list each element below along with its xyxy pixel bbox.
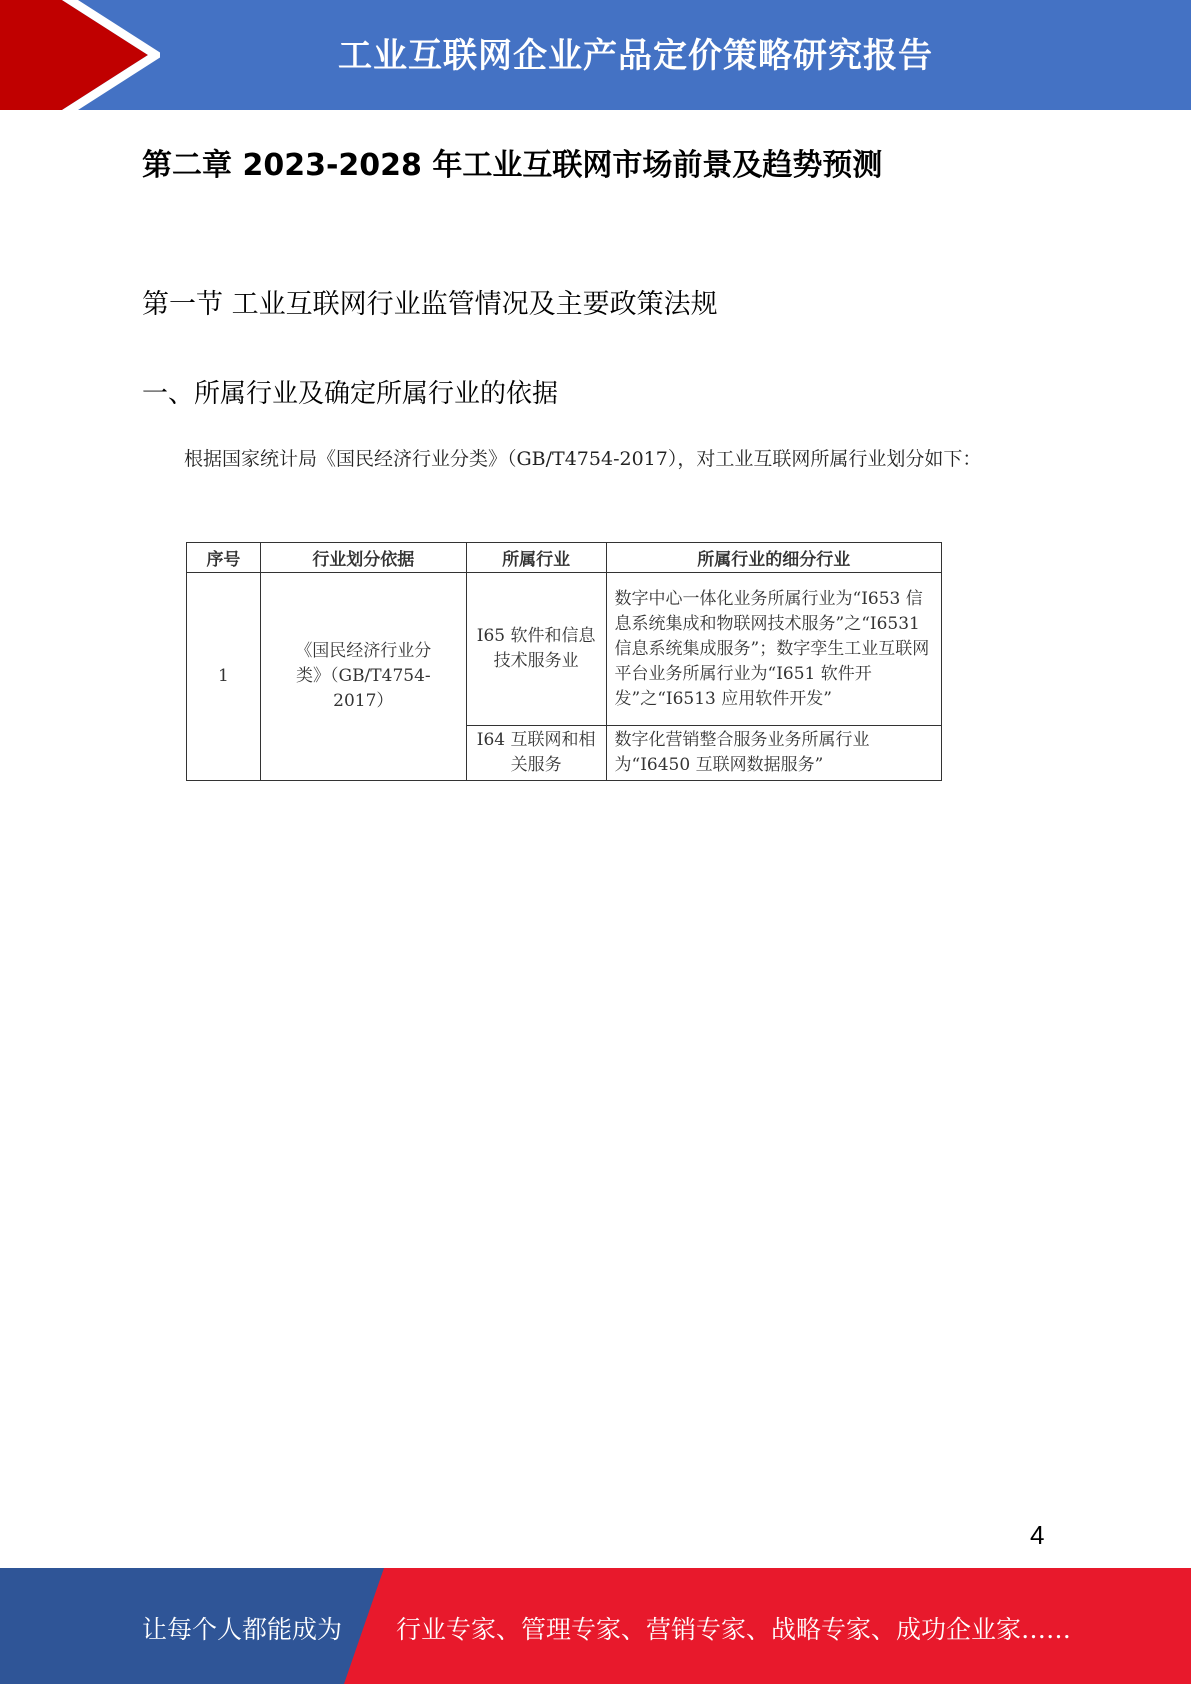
cell-sub-industry: 数字化营销整合服务业务所属行业为“I6450 互联网数据服务” [606,726,942,781]
footer-slogan-left: 让每个人都能成为 [142,1615,343,1644]
footer-slogan-right: 行业专家、管理专家、营销专家、战略专家、成功企业家…… [396,1615,1072,1644]
body-paragraph: 根据国家统计局《国民经济行业分类》（GB/T4754-2017），对工业互联网所属行业划分如下： [184,448,982,470]
chapter-title: 第二章 2023-2028 年工业互联网市场前景及趋势预测 [142,148,883,183]
report-header [0,0,1191,110]
section-title: 第一节 工业互联网行业监管情况及主要政策法规 [142,289,718,320]
cell-industry: I65 软件和信息技术服务业 [466,573,606,726]
header-basis: 行业划分依据 [260,543,466,573]
header-chevron-decoration [0,0,160,110]
header-industry: 所属行业 [466,543,606,573]
header-sub-industry: 所属行业的细分行业 [606,543,942,573]
industry-classification-table [186,542,942,781]
cell-industry: I64 互联网和相关服务 [466,726,606,781]
table-row [187,573,942,726]
header-no: 序号 [187,543,261,573]
table-header-row [187,543,942,573]
page-number: 4 [1030,1520,1045,1550]
report-footer [0,1568,1191,1684]
subsection-title: 一、所属行业及确定所属行业的依据 [142,379,559,409]
cell-sub-industry: 数字中心一体化业务所属行业为“I653 信息系统集成和物联网技术服务”之“I6531 信息系统集成服务”；数字孪生工业互联网平台业务所属行业为“I651 软件开发”之“I6513 应用软件开发” [606,573,942,726]
cell-row-no: 1 [187,573,261,781]
report-title: 工业互联网企业产品定价策略研究报告 [338,36,933,76]
cell-basis: 《国民经济行业分类》（GB/T4754-2017） [260,573,466,781]
